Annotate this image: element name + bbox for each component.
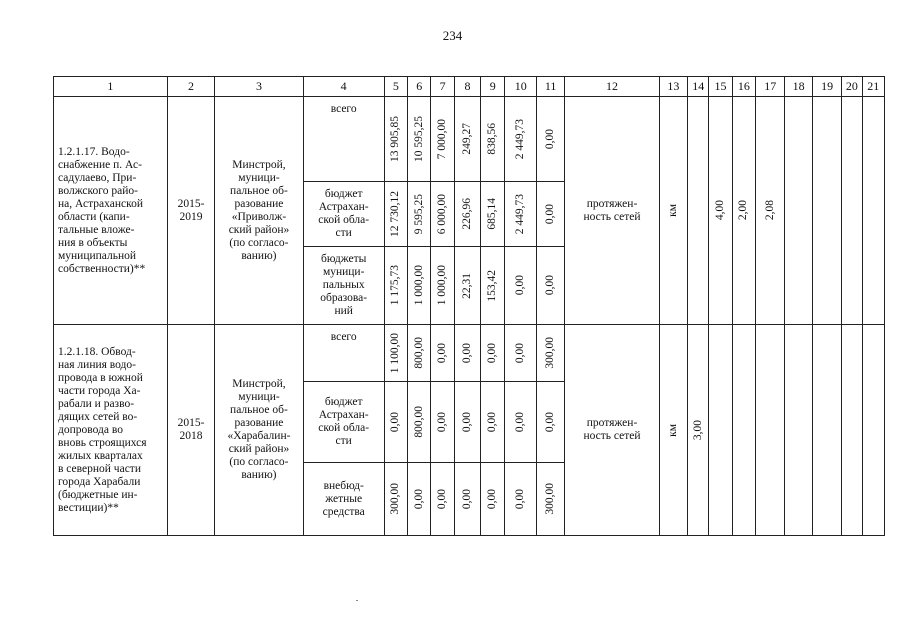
vertical-wrap [455,463,480,535]
vertical-wrap [505,325,535,381]
cell-value: 153,42 [486,269,499,302]
cell-line: Астрахан- [318,201,369,213]
column-number-cell: 21 [862,77,884,97]
vertical-wrap [537,382,564,462]
indicator-value-cell [842,97,862,325]
amount-cell [408,382,431,463]
amount-cell [536,182,564,247]
amount-cell [536,97,564,182]
cell-line: вновь строящихся [58,436,147,449]
cell-value: 0,00 [514,342,527,364]
column-number-cell: 9 [481,77,505,97]
cell-line: (бюджетные ин- [58,488,138,501]
cell-line: в северной части [58,462,141,475]
column-number-cell: 16 [732,77,755,97]
vertical-wrap [660,325,687,535]
cell-value: 22,31 [460,272,473,299]
amount-cell [505,247,536,325]
cell-value: 0,00 [544,203,557,225]
cell-line: ванию) [241,469,277,481]
column-number-cell: 1 [54,77,168,97]
cell-line: Астрахан- [318,409,369,421]
cell-value: 2,00 [737,200,750,221]
vertical-wrap [756,97,784,324]
amount-cell [481,463,505,536]
vertical-wrap [385,97,407,181]
column-number-cell: 19 [812,77,841,97]
cell-line: разование [234,197,284,210]
cell-line: города Харабали [58,475,141,488]
cell-value: 2 449,73 [514,118,527,160]
executor-cell [215,97,303,325]
cell-value: 0,00 [389,411,402,433]
amount-cell [454,97,480,182]
cell-line: всего [330,331,357,343]
cell-line: сти [335,435,352,447]
cell-value: 0,00 [544,128,557,150]
cell-value: 0,00 [436,411,449,433]
indicator-cell [565,325,659,536]
amount-cell [408,325,431,382]
vertical-wrap [385,463,407,535]
cell-value: 7 000,00 [436,118,449,160]
column-number-cell: 12 [565,77,659,97]
vertical-wrap [455,325,480,381]
cell-line: муници- [322,266,365,278]
vertical-wrap [431,97,453,181]
amount-cell [431,325,454,382]
amount-cell [431,382,454,463]
cell-value: 0,00 [486,342,499,364]
vertical-wrap [431,247,453,324]
cell-line: ность сетей [583,210,641,223]
amount-cell [481,247,505,325]
cell-line: ность сетей [583,430,641,442]
cell-value: 300,00 [389,483,402,515]
amount-cell [536,247,564,325]
indicator-value-cell [812,325,841,536]
funding-source-cell [303,463,384,536]
column-number-cell: 13 [659,77,687,97]
cell-value: 249,27 [460,123,473,155]
amount-cell [384,325,407,382]
cell-value: 300,00 [544,483,557,515]
cell-line: 2018 [179,430,203,442]
amount-cell [408,247,431,325]
cell-line: протяжен- [586,417,638,429]
cell-line: пальных [322,279,365,291]
cell-line: 2015- [177,417,205,429]
cell-value: 838,56 [486,123,499,155]
column-number-cell: 3 [215,77,303,97]
vertical-wrap [481,325,504,381]
unit-cell [659,97,687,325]
cell-value: 3,00 [691,419,704,441]
cell-value: 0,00 [436,342,449,364]
column-number-cell: 14 [688,77,709,97]
cell-line: разование [234,417,284,429]
cell-line: провода в южной [58,371,143,384]
column-number-cell: 4 [303,77,384,97]
amount-cell [536,325,564,382]
cell-line: части города Ха- [58,384,141,397]
cell-line: бюджет [324,396,363,408]
amount-cell [454,463,480,536]
cell-line: ской обла- [318,214,370,226]
cell-line: Минстрой, [232,158,286,171]
indicator-cell [565,97,659,325]
cell-line: всего [330,103,357,115]
cell-line: волжского райо- [58,184,138,197]
period-cell [167,97,215,325]
amount-cell [384,247,407,325]
funding-source-cell [303,247,384,325]
cell-line: собственности)** [58,262,146,275]
cell-line: 2019 [179,210,203,223]
cell-value: 1 100,00 [389,332,402,374]
amount-cell [408,97,431,182]
vertical-wrap [505,247,535,324]
program-table [53,76,885,536]
indicator-value-cell [756,325,785,536]
indicator-value-cell [732,325,755,536]
vertical-wrap [660,97,687,324]
object-name-cell [54,325,168,536]
vertical-wrap [537,182,564,246]
amount-cell [536,463,564,536]
amount-cell [481,325,505,382]
indicator-value-cell [812,97,841,325]
cell-line: допровода во [58,423,123,436]
amount-cell [408,463,431,536]
amount-cell [505,382,536,463]
indicator-value-cell [862,97,884,325]
cell-line: на, Астраханской [58,197,144,210]
column-number-cell: 15 [709,77,732,97]
vertical-wrap [733,97,755,324]
cell-line: «Приволж- [231,210,287,223]
cell-value: 13 905,85 [389,116,402,162]
indicator-value-cell [785,97,812,325]
cell-value: 0,00 [412,488,425,510]
cell-line: средства [322,505,365,518]
cell-line: дящих сетей во- [58,410,138,423]
cell-line: ний [334,305,353,317]
cell-value: 10 595,25 [412,116,425,162]
vertical-wrap [408,97,430,181]
vertical-wrap [481,182,504,246]
cell-line: рабали и разво- [58,397,135,410]
vertical-wrap [385,382,407,462]
executor-cell [215,325,303,536]
cell-value: 12 730,12 [389,191,402,237]
table-row [54,97,885,182]
vertical-wrap [505,97,535,181]
amount-cell [431,182,454,247]
cell-value: 1 000,00 [436,265,449,306]
cell-line: муници- [238,391,280,403]
vertical-wrap [455,247,480,324]
cell-line: бюджет [324,188,363,200]
vertical-wrap [481,382,504,462]
amount-cell [431,97,454,182]
cell-value: 0,00 [486,411,499,433]
vertical-wrap [385,182,407,246]
cell-line: протяжен- [586,197,638,210]
amount-cell [454,182,480,247]
cell-line: Минстрой, [232,378,286,390]
vertical-wrap [455,382,480,462]
cell-line: муници- [238,171,280,184]
cell-value: 0,00 [544,275,557,296]
cell-line: муниципальной [58,249,137,262]
column-number-cell: 7 [431,77,454,97]
amount-cell [431,463,454,536]
indicator-value-cell [688,97,709,325]
cell-value: 0,00 [514,411,527,433]
vertical-wrap [431,382,453,462]
amount-cell [384,97,407,182]
vertical-wrap [385,247,407,324]
cell-value: 300,00 [544,337,557,369]
scan-speck [356,600,358,601]
vertical-wrap [505,382,535,462]
cell-value: 800,00 [412,337,425,369]
page-number: 234 [442,28,463,43]
amount-cell [481,382,505,463]
vertical-wrap [408,325,430,381]
amount-cell [505,182,536,247]
cell-value: 685,14 [486,198,499,230]
amount-cell [481,97,505,182]
cell-line: 1.2.1.17. Водо- [58,145,130,158]
cell-line: пальное об- [230,184,288,197]
vertical-wrap [481,463,504,535]
cell-line: области (капи- [58,210,130,223]
funding-source-cell [303,182,384,247]
amount-cell [384,463,407,536]
vertical-wrap [709,97,731,324]
vertical-wrap [408,182,430,246]
vertical-wrap [385,325,407,381]
cell-line: пальное об- [230,404,288,416]
cell-value: 800,00 [412,406,425,438]
column-number-cell: 8 [454,77,480,97]
vertical-wrap [537,325,564,381]
vertical-wrap [431,182,453,246]
cell-line: снабжение п. Ас- [58,158,142,171]
indicator-value-cell [709,325,732,536]
cell-line: ский район» [228,443,290,455]
object-name-cell [54,97,168,325]
cell-line: сти [335,227,352,239]
amount-cell [505,325,536,382]
amount-cell [454,325,480,382]
cell-value: 0,00 [544,411,557,433]
table-row [54,325,885,382]
cell-line: бюджеты [320,253,367,265]
amount-cell [481,182,505,247]
cell-line: «Харабалин- [227,430,291,442]
cell-value: 2 449,73 [514,193,527,235]
column-number-cell: 10 [505,77,536,97]
column-number-cell: 11 [536,77,564,97]
cell-line: ния в объекты [58,236,128,249]
vertical-wrap [537,247,564,324]
cell-value: 0,00 [460,342,473,364]
vertical-wrap [431,463,453,535]
cell-line: 2015- [177,197,205,210]
cell-line: 1.2.1.18. Обвод- [58,345,136,358]
cell-value: 0,00 [460,488,473,510]
cell-line: ная линия водо- [58,358,136,371]
cell-line: садулаево, При- [58,171,137,184]
column-number-cell: 17 [756,77,785,97]
column-number-cell: 6 [408,77,431,97]
vertical-wrap [455,97,480,181]
vertical-wrap [481,97,504,181]
cell-value: 4,00 [714,200,727,221]
indicator-value-cell [785,325,812,536]
amount-cell [505,463,536,536]
cell-line: внебюд- [323,479,364,492]
indicator-value-cell [842,325,862,536]
cell-line: вестиции)** [58,501,119,514]
cell-value: 0,00 [514,488,527,510]
column-number-cell: 5 [384,77,407,97]
cell-value: 0,00 [436,488,449,510]
period-cell [167,325,215,536]
funding-source-cell [303,97,384,182]
vertical-wrap [688,325,708,535]
cell-value: 6 000,00 [436,193,449,235]
vertical-wrap [408,247,430,324]
indicator-value-cell [862,325,884,536]
cell-line: ванию) [241,249,277,262]
cell-line: (по согласо- [229,236,289,249]
amount-cell [454,247,480,325]
vertical-wrap [455,182,480,246]
vertical-wrap [537,463,564,535]
amount-cell [408,182,431,247]
vertical-wrap [408,463,430,535]
funding-source-cell [303,382,384,463]
cell-line: тальные вложе- [58,223,135,236]
cell-value: 2,08 [763,200,776,221]
amount-cell [384,382,407,463]
indicator-value-cell [688,325,709,536]
amount-cell [536,382,564,463]
cell-line: ский район» [228,223,290,236]
amount-cell [505,97,536,182]
amount-cell [431,247,454,325]
indicator-value-cell [756,97,785,325]
indicator-value-cell [709,97,732,325]
vertical-wrap [505,182,535,246]
vertical-wrap [408,382,430,462]
funding-source-cell [303,325,384,382]
cell-line: (по согласо- [229,456,289,468]
indicator-value-cell [732,97,755,325]
cell-line: жилых кварталах [58,449,143,462]
amount-cell [454,382,480,463]
column-number-cell: 2 [167,77,215,97]
cell-value: 1 175,73 [389,265,402,306]
amount-cell [384,182,407,247]
vertical-wrap [537,97,564,181]
cell-line: жетные [325,492,363,505]
cell-value: 1 000,00 [412,265,425,306]
cell-line: ской обла- [318,422,370,434]
cell-value: км [666,204,679,217]
cell-value: 0,00 [486,488,499,510]
unit-cell [659,325,687,536]
cell-line: образова- [320,292,368,304]
cell-value: 0,00 [460,411,473,433]
column-number-cell: 20 [842,77,862,97]
vertical-wrap [481,247,504,324]
header-row [54,77,885,97]
vertical-wrap [505,463,535,535]
cell-value: 226,96 [460,198,473,230]
cell-value: 9 595,25 [412,193,425,235]
vertical-wrap [431,325,453,381]
column-number-cell: 18 [785,77,812,97]
cell-value: км [666,423,679,437]
cell-value: 0,00 [514,275,527,296]
